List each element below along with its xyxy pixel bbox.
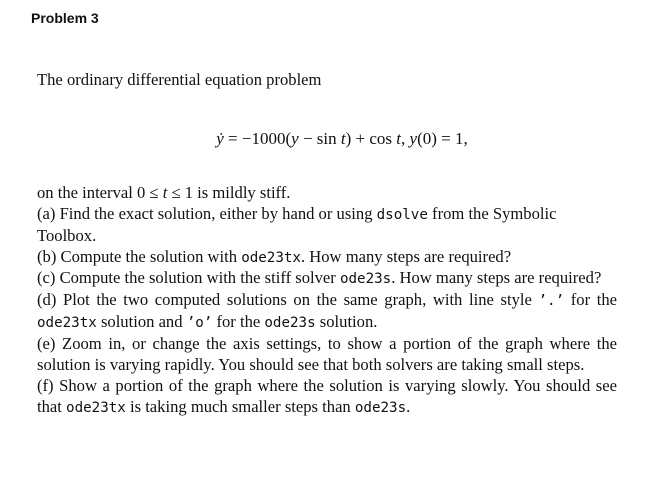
text-run: . [406,396,411,416]
text-run: from the Symbolic Toolbox. [37,203,557,245]
eq-part: , [401,128,410,148]
text-run: for the [212,312,265,332]
text-run: (d) Plot the two computed solutions on the same graph, with line style [37,290,539,310]
part-f [37,376,617,419]
eq-var: t [396,128,402,148]
code-dsolve: dsolve [376,206,428,223]
text-run: for the [564,290,617,310]
line-style-dot: ’.’ [538,293,565,310]
text-run: (b) Compute the solution with [37,246,242,266]
part-e: (e) Zoom in, or change the axis settings, to show a portion of the graph where the solution is varying rapidly. You should see that both solvers are taking small steps. [37,334,617,375]
code-ode23s: ode23s [339,271,392,288]
eq-ydot: ẏ [216,128,224,148]
code-ode23tx: ode23tx [37,315,97,332]
text-run: solution. [315,312,378,332]
interval-line [37,183,617,204]
text-run: . How many steps are required? [300,246,512,266]
code-ode23s: ode23s [264,315,316,332]
text-run: on the interval 0 ≤ [37,182,163,202]
part-a [37,204,617,247]
eq-part: (0) = 1, [417,128,468,148]
eq-part: = −1000( [223,128,292,148]
code-ode23tx: ode23tx [66,399,126,416]
eq-var: y [409,128,418,148]
part-c [37,268,617,290]
line-style-o: ’o’ [186,315,213,332]
eq-var: y [291,128,299,148]
part-d [37,290,617,334]
eq-part: ) + cos [345,128,397,148]
text-run: is taking much smaller steps than [125,396,355,416]
text-run: solution and [96,312,187,332]
text-run: (f) Show a portion of the graph where the solution is varying slowly. You should see that [37,375,617,416]
code-ode23tx: ode23tx [241,249,301,266]
text-run: (a) Find the exact solution, either by hand or using [37,203,377,223]
intro-text: The ordinary differential equation problem [37,70,322,89]
part-b [37,247,617,269]
eq-part: − sin [298,128,341,148]
problem-heading: Problem 3 [31,10,99,26]
eq-var: t [340,128,346,148]
text-run: . How many steps are required? [391,268,602,288]
ode-equation [37,129,617,150]
math-var: t [162,182,168,202]
text-run: ≤ 1 is mildly stiff. [167,182,291,202]
code-ode23s: ode23s [354,399,407,416]
text-run: (c) Compute the solution with the stiff solver [37,268,340,288]
problem-body [37,70,617,419]
